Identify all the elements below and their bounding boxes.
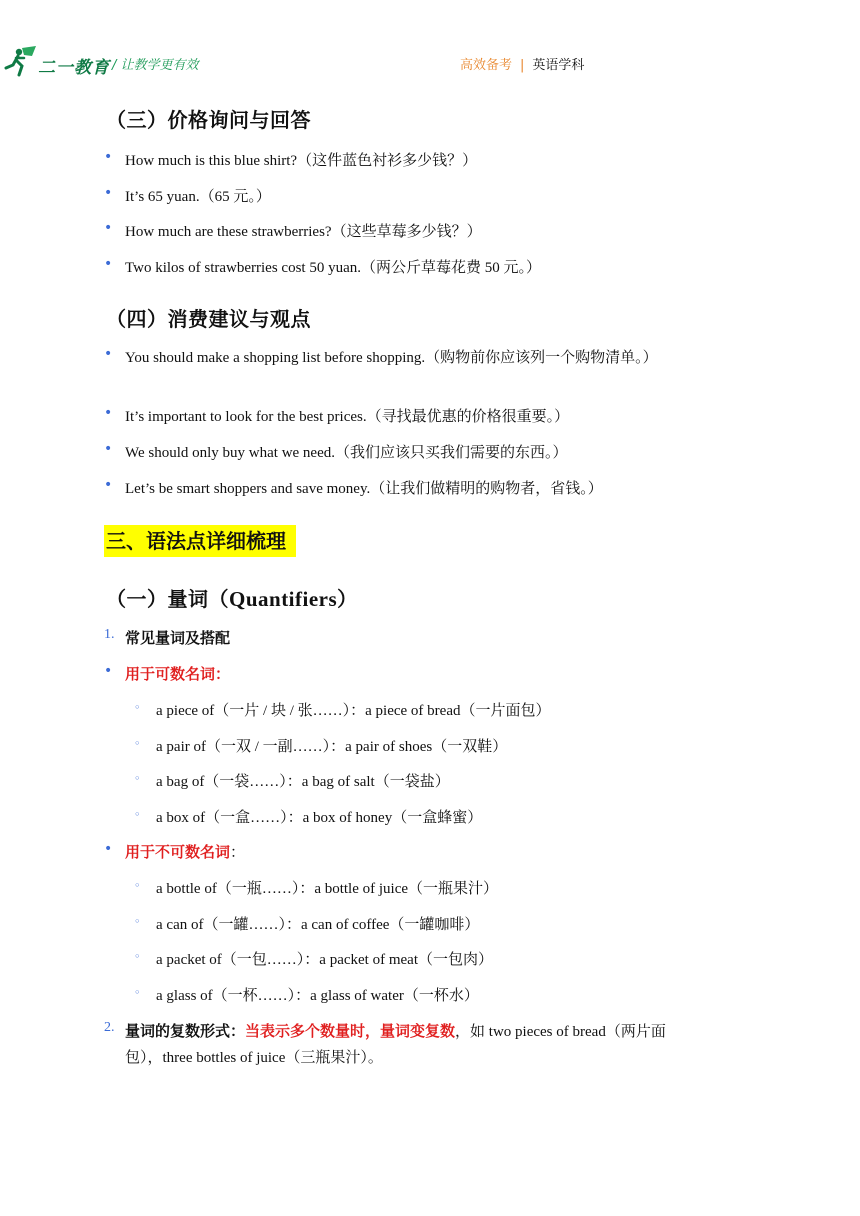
bullet: • (104, 256, 113, 272)
slogan: / 让教学更有效 (112, 58, 199, 73)
section-price-title: （三）价格询问与回答 (106, 108, 311, 132)
bullet: • (104, 185, 113, 201)
bullet: • (104, 441, 113, 457)
sub-bullet: ◦ (134, 950, 141, 963)
bullet: • (104, 346, 113, 362)
header-separator: | (520, 58, 525, 73)
header-subject-label: 英语学科 (532, 58, 585, 73)
quantifiers-title: （一）量词（Quantifiers） (106, 587, 358, 611)
bullet: • (104, 220, 113, 236)
page-header (0, 40, 860, 84)
sub-bullet: ◦ (134, 772, 141, 785)
sub-bullet: ◦ (134, 701, 141, 714)
grammar-heading: 三、语法点详细梳理 (104, 525, 296, 557)
sub-bullet: ◦ (134, 737, 141, 750)
sub-bullet: ◦ (134, 986, 141, 999)
header-subject (460, 54, 584, 73)
numbered-item-continuation: 包），three bottles of juice（三瓶果汁）。 (125, 1050, 383, 1066)
bullet: • (104, 663, 113, 679)
sub-bullet: ◦ (134, 808, 141, 821)
bullet: • (104, 149, 113, 165)
bullet: • (104, 477, 113, 493)
number-marker: 1. (104, 627, 115, 642)
sub-bullet: ◦ (134, 879, 141, 892)
header-exam-label: 高效备考 (460, 58, 513, 73)
sub-bullet: ◦ (134, 915, 141, 928)
bullet: • (104, 405, 113, 421)
runner-logo-icon (2, 44, 40, 80)
logo-text: 二一教育 (38, 58, 110, 78)
bullet: • (104, 841, 113, 857)
section-advice-title: （四）消费建议与观点 (106, 307, 311, 331)
number-marker: 2. (104, 1020, 115, 1035)
